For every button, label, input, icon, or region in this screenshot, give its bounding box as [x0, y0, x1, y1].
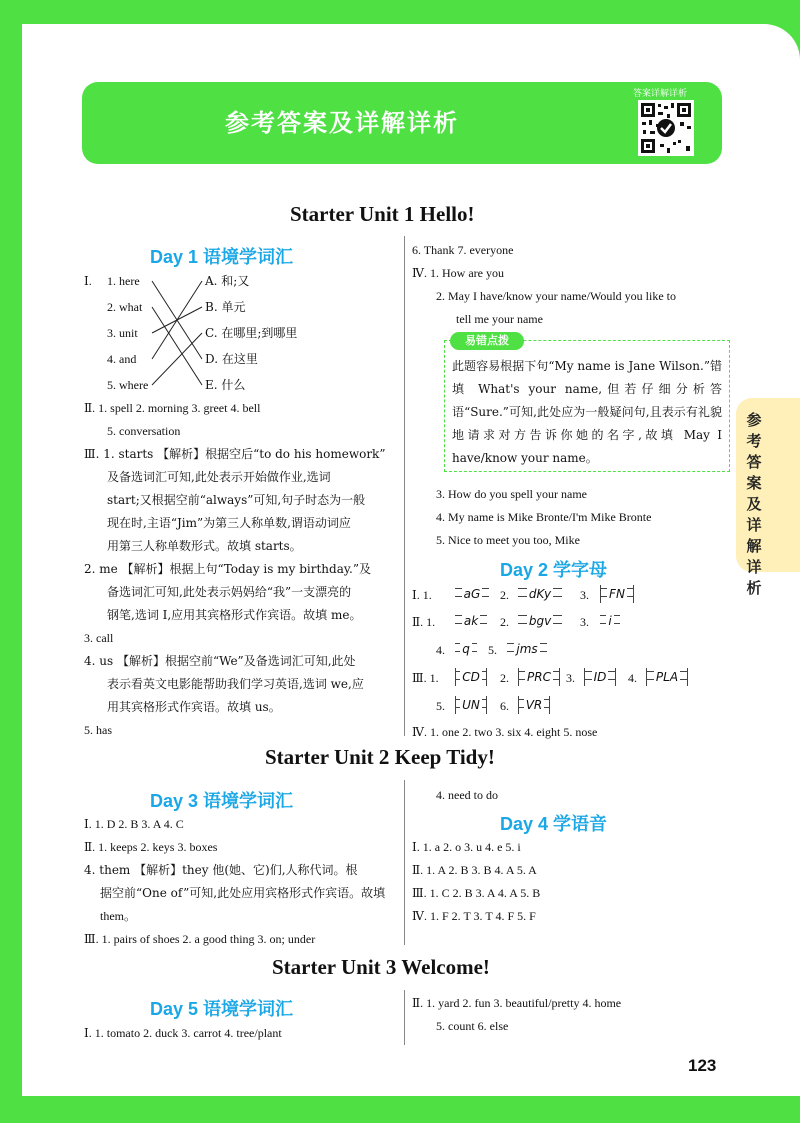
matching-lines: [150, 270, 205, 395]
day2-label: 2.: [500, 588, 509, 602]
unit3-title: Starter Unit 3 Welcome!: [272, 955, 490, 979]
handwriting-answer: PRC: [518, 668, 560, 686]
day2-label: 2.: [500, 615, 509, 629]
day4-title: Day 4 学语音: [500, 814, 608, 834]
column-divider: [404, 236, 405, 736]
day3-line: them。: [100, 909, 136, 923]
page-title: 参考答案及详解详析: [225, 109, 459, 137]
day1-right-line: tell me your name: [456, 312, 543, 326]
day2-label: Ⅲ. 1.: [412, 671, 439, 685]
side-tab-label: 参考答案及详解详析: [746, 411, 762, 597]
day3-line: 据空前“One of”可知,此处应用宾格形式作宾语。故填: [100, 886, 386, 900]
match-right-item: C. 在哪里;到哪里: [205, 326, 298, 340]
tip-badge: 易错点拨: [450, 332, 524, 350]
day2-label: 4.: [436, 643, 445, 657]
handwriting-answer: ID: [584, 668, 616, 686]
unit1-title: Starter Unit 1 Hello!: [290, 202, 475, 226]
day1-right-line: 4. My name is Mike Bronte/I'm Mike Bronte: [436, 510, 652, 524]
day5-right-line: Ⅱ. 1. yard 2. fun 3. beautiful/pretty 4. home: [412, 996, 622, 1010]
day3-right-line: 4. need to do: [436, 788, 498, 802]
match-right-item: B. 单元: [205, 300, 246, 314]
day1-sec3-line: 用第三人称单数形式。故填 starts。: [107, 539, 302, 553]
day2-label: 5.: [488, 643, 497, 657]
day1-sec2-line: 5. conversation: [107, 424, 181, 438]
column-divider: [404, 990, 405, 1045]
match-left-item: 3. unit: [107, 326, 138, 340]
match-right-item: D. 在这里: [205, 352, 258, 366]
handwriting-answer: jms: [507, 640, 547, 658]
handwriting-answer: FN: [600, 585, 634, 603]
handwriting-answer: i: [600, 612, 620, 630]
day1-sec3-line: start;又根据空前“always”可知,句子时态为一般: [107, 493, 366, 507]
day3-line: Ⅱ. 1. keeps 2. keys 3. boxes: [84, 840, 218, 854]
day3-title: Day 3 语境学词汇: [150, 791, 294, 811]
day3-line: 4. them 【解析】they 他(她、它)们,人称代词。根: [84, 863, 358, 877]
day5-title: Day 5 语境学词汇: [150, 999, 294, 1019]
day2-label: 6.: [500, 699, 509, 713]
day1-right-line: 2. May I have/know your name/Would you like to: [436, 289, 676, 303]
tip-text: 此题容易根据下句“My name is Jane Wilson.”错填 What's your name,但若仔细分析答语“Sure.”可知,此处应为一般疑问句,且表示有礼貌地请求对方告诉你她的名字,故填 May I have/know your name。: [452, 359, 722, 465]
day2-sec4: Ⅳ. 1. one 2. two 3. six 4. eight 5. nose: [412, 725, 598, 739]
day2-label: 5.: [436, 699, 445, 713]
match-right-item: E. 什么: [205, 378, 246, 392]
day1-sec3-line: 2. me 【解析】根据上句“Today is my birthday.”及: [84, 562, 371, 576]
match-left-item: 4. and: [107, 352, 137, 366]
unit2-title: Starter Unit 2 Keep Tidy!: [265, 745, 495, 769]
day1-right-line: 5. Nice to meet you too, Mike: [436, 533, 580, 547]
day1-sec2-line: Ⅱ. 1. spell 2. morning 3. greet 4. bell: [84, 401, 261, 415]
day1-sec3-line: 现在时,主语“Jim”为第三人称单数,谓语动词应: [107, 516, 351, 530]
day2-label: 3.: [580, 615, 589, 629]
handwriting-answer: VR: [518, 696, 550, 714]
day2-label: Ⅱ. 1.: [412, 615, 436, 629]
day5-right-line: 5. count 6. else: [436, 1019, 509, 1033]
match-left-item: 2. what: [107, 300, 143, 314]
day1-sec1-label: Ⅰ.: [84, 274, 92, 288]
day1-sec3-line: Ⅲ. 1. starts 【解析】根据空后“to do his homework”: [84, 447, 386, 461]
day2-label: 3.: [566, 671, 575, 685]
handwriting-answer: q: [455, 640, 477, 658]
day1-sec3-line: 3. call: [84, 631, 114, 645]
handwriting-answer: UN: [455, 696, 487, 714]
day1-right-line: Ⅳ. 1. How are you: [412, 266, 504, 280]
day2-label: 3.: [580, 588, 589, 602]
match-left-item: 5. where: [107, 378, 149, 392]
day1-title: Day 1 语境学词汇: [150, 247, 294, 267]
qr-label: 答案详解详析: [632, 89, 687, 99]
day3-line: Ⅰ. 1. D 2. B 3. A 4. C: [84, 817, 184, 831]
day4-line: Ⅳ. 1. F 2. T 3. T 4. F 5. F: [412, 909, 536, 923]
day2-title: Day 2 学字母: [500, 560, 608, 580]
day1-sec3-line: 备选词汇可知,此处表示妈妈给“我”一支漂亮的: [107, 585, 352, 599]
day2-label: Ⅰ. 1.: [412, 588, 432, 602]
day1-sec3-line: 5. has: [84, 723, 112, 737]
day4-line: Ⅰ. 1. a 2. o 3. u 4. e 5. i: [412, 840, 521, 854]
handwriting-answer: aG: [455, 585, 489, 603]
day2-label: 2.: [500, 671, 509, 685]
match-right-item: A. 和;又: [205, 274, 250, 288]
handwriting-answer: PLA: [646, 668, 688, 686]
day1-sec3-line: 用其宾格形式作宾语。故填 us。: [107, 700, 281, 714]
day1-right-line: 6. Thank 7. everyone: [412, 243, 514, 257]
qr-code-icon: [638, 100, 694, 156]
handwriting-answer: ak: [455, 612, 487, 630]
match-left-item: 1. here: [107, 274, 140, 288]
handwriting-answer: dKy: [518, 585, 562, 603]
day4-line: Ⅲ. 1. C 2. B 3. A 4. A 5. B: [412, 886, 541, 900]
day1-right-line: 3. How do you spell your name: [436, 487, 587, 501]
day1-sec3-line: 及备选词汇可知,此处表示开始做作业,选词: [107, 470, 331, 484]
day3-line: Ⅲ. 1. pairs of shoes 2. a good thing 3. on; under: [84, 932, 316, 946]
day5-line: Ⅰ. 1. tomato 2. duck 3. carrot 4. tree/plant: [84, 1026, 282, 1040]
column-divider: [404, 780, 405, 945]
handwriting-answer: CD: [455, 668, 487, 686]
day2-label: 4.: [628, 671, 637, 685]
handwriting-answer: bgv: [518, 612, 562, 630]
day1-sec3-line: 钢笔,选词 I,应用其宾格形式作宾语。故填 me。: [107, 608, 362, 622]
page-number: 123: [688, 1056, 717, 1075]
day4-line: Ⅱ. 1. A 2. B 3. B 4. A 5. A: [412, 863, 537, 877]
day1-sec3-line: 4. us 【解析】根据空前“We”及备选词汇可知,此处: [84, 654, 356, 668]
day1-sec3-line: 表示看英文电影能帮助我们学习英语,选词 we,应: [107, 677, 364, 691]
